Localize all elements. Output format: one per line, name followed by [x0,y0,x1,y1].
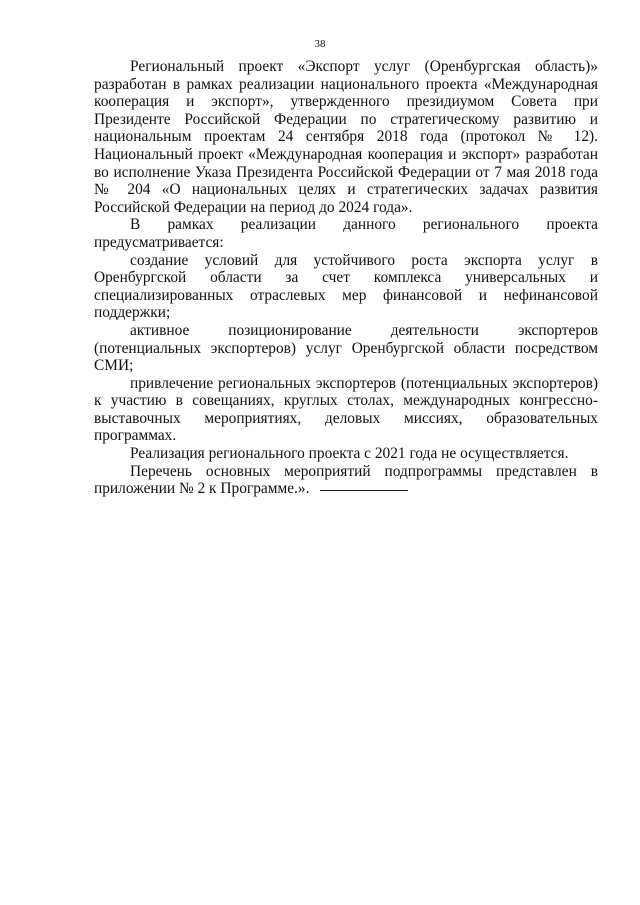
closing-divider-line [320,490,408,491]
paragraph-media-positioning: активное позиционирование деятельности экспортеров (потенциальных экспортеров) услуг Оренбургской области посредством СМИ; [94,321,598,375]
paragraph-activities-list: Перечень основных мероприятий подпрограммы представлен в приложении № 2 к Программе.». [94,462,598,498]
paragraph-provisions-intro: В рамках реализации данного регионального проекта предусматривается: [94,216,598,251]
paragraph-implementation-status: Реализация регионального проекта с 2021 года не осуществляется. [130,445,569,463]
paragraph-conditions-growth: создание условий для устойчивого роста экспорта услуг в Оренбургской области за счет комплекса универсальных и специализированных отраслевых мер финансовой и нефинансовой поддержки; [94,251,598,322]
paragraph-exporters-involvement: привлечение региональных экспортеров (потенциальных экспортеров) к участию в совещаниях, круглых столах, международных конгрессно-выставочных мероприятиях, деловых миссиях, образовательных программах. [94,374,598,445]
paragraph-regional-project: Региональный проект «Экспорт услуг (Оренбургская область)» разработан в рамках реализации национального проекта «Международная кооперация и экспорт», утвержденного президиумом Совета при Президенте Российской Федерации по стратегическому развитию и национальным проектам 24 сентября 2018 года (протокол № 12). Национальный проект «Международная кооперация и экспорт» разработан во исполнение Указа Президента Российской Федерации от 7 мая 2018 года № 204 «О национальных целях и стратегических задачах развития Российской Федерации на период до 2024 года». [94,58,598,216]
page-number: 38 [314,38,326,50]
body-text [94,58,598,498]
